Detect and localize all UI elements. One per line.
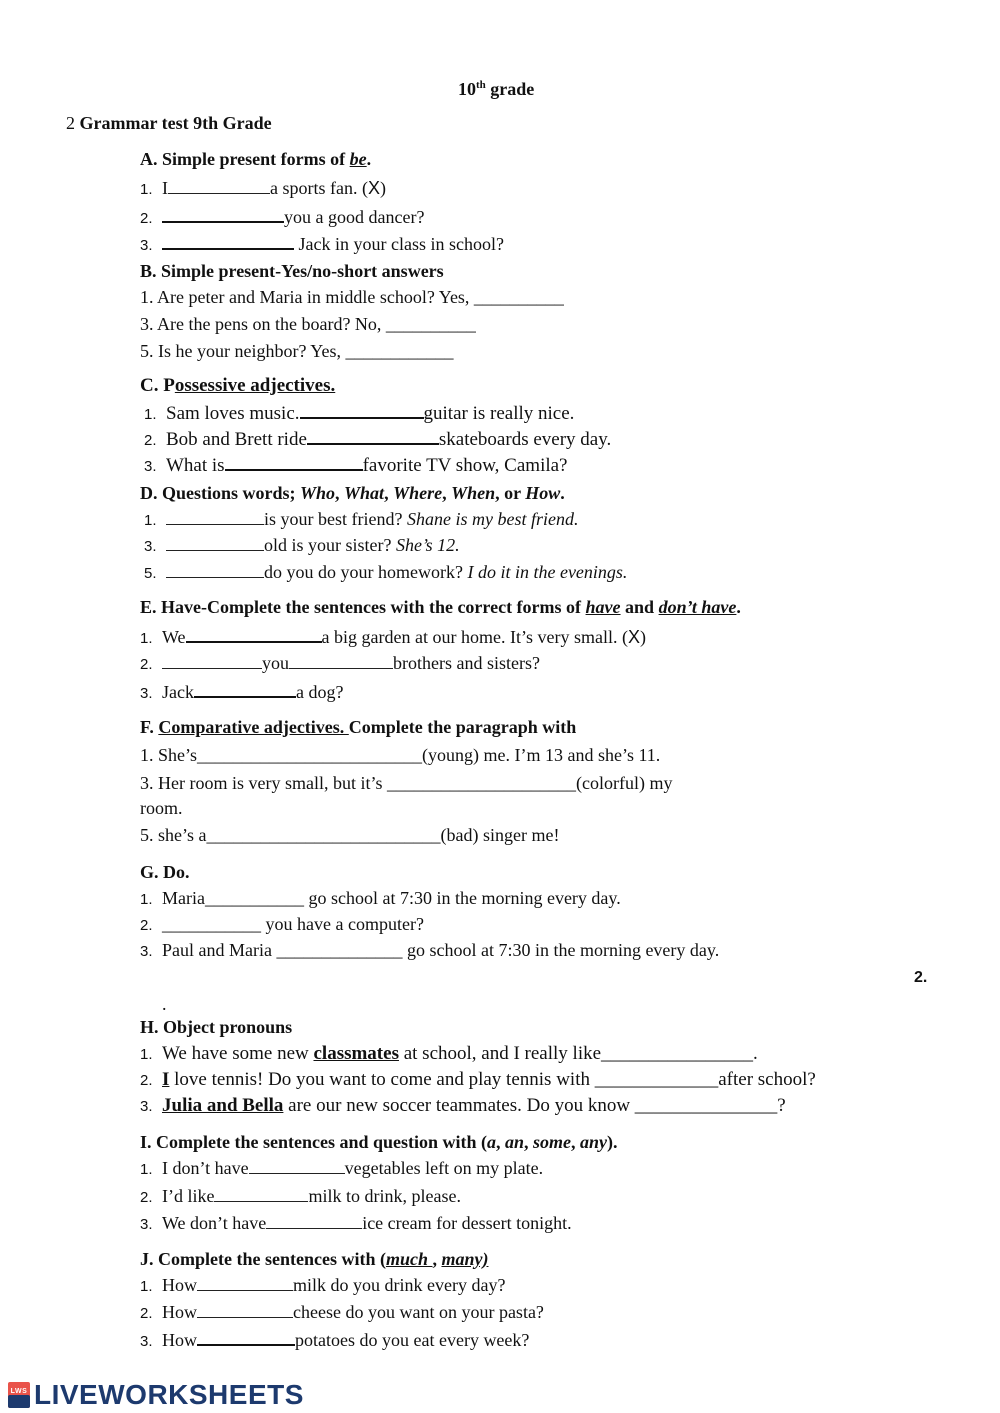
liveworksheets-logo[interactable] [8, 1378, 304, 1412]
answer-blank[interactable] [162, 232, 294, 250]
test-title: 2 Grammar test 9th Grade [66, 113, 272, 133]
answer-blank[interactable] [197, 1274, 293, 1291]
section-c-heading: C. Possessive adjectives. [140, 375, 336, 396]
answer-blank[interactable] [289, 652, 393, 669]
section-e-heading: E. Have-Complete the sentences with the correct forms of have and don’t have. [140, 597, 741, 617]
section-h-q2: 2. I love tennis! Do you want to come and play tennis with _____________after school? [140, 1069, 816, 1090]
answer-blank[interactable] [225, 453, 363, 471]
section-j-q2: 2. How cheese do you want on your pasta? [140, 1302, 544, 1322]
section-j-heading: J. Complete the sentences with (much , many) [140, 1249, 489, 1269]
section-d-q3: 3. old is your sister? She’s 12. [144, 535, 460, 555]
section-d-heading: D. Questions words; Who, What, Where, When, or How. [140, 483, 565, 503]
section-a-q1: 1. I a sports fan. (X) [140, 178, 386, 198]
section-f-heading: F. Comparative adjectives. Complete the paragraph with [140, 717, 577, 737]
answer-blank[interactable] [166, 534, 264, 551]
section-g-q1: 1. Maria___________ go school at 7:30 in the morning every day. [140, 888, 621, 908]
answer-blank[interactable] [194, 680, 296, 698]
section-i-heading: I. Complete the sentences and question with (a, an, some, any). [140, 1132, 618, 1152]
answer-blank[interactable] [162, 652, 262, 669]
section-f-q1: 1. She’s_________________________(young) me. I’m 13 and she’s 11. [140, 745, 661, 765]
section-c-q3: 3. What is favorite TV show, Camila? [144, 455, 568, 476]
section-h-q1: 1. We have some new classmates at school, and I really like________________. [140, 1043, 758, 1064]
section-g-q3: 3. Paul and Maria ______________ go school at 7:30 in the morning every day. [140, 940, 720, 960]
stray-dot: . [162, 994, 167, 1014]
section-d-q1: 1. is your best friend? Shane is my best friend. [144, 509, 579, 529]
section-c-q1: 1. Sam loves music. guitar is really nice. [144, 403, 575, 424]
section-f-q3-line2: room. [140, 798, 183, 818]
section-e-q2: 2. you brothers and sisters? [140, 653, 540, 673]
answer-blank[interactable] [186, 625, 322, 643]
section-a-q2: 2. you a good dancer? [140, 207, 425, 227]
answer-blank[interactable] [214, 1185, 308, 1202]
section-b-q1: 1. Are peter and Maria in middle school? Yes, __________ [140, 287, 564, 307]
section-c-q2: 2. Bob and Brett ride skateboards every day. [144, 429, 612, 450]
section-e-q3: 3. Jack a dog? [140, 682, 344, 702]
section-b-heading: B. Simple present-Yes/no-short answers [140, 261, 444, 281]
answer-blank[interactable] [197, 1301, 293, 1318]
page-number: 2. [914, 969, 928, 986]
section-d-q5: 5. do you do your homework? I do it in the evenings. [144, 562, 628, 582]
answer-blank[interactable] [197, 1328, 295, 1346]
section-h-q3: 3. Julia and Bella are our new soccer teammates. Do you know _______________? [140, 1095, 786, 1116]
answer-blank[interactable] [166, 508, 264, 525]
section-f-q5: 5. she’s a__________________________(bad) singer me! [140, 825, 560, 845]
section-f-q3-line1: 3. Her room is very small, but it’s _____________________(colorful) my [140, 773, 673, 793]
answer-blank[interactable] [266, 1212, 362, 1229]
answer-blank[interactable] [162, 205, 284, 223]
section-j-q3: 3. How potatoes do you eat every week? [140, 1330, 530, 1350]
section-a-heading: A. Simple present forms of be. [140, 149, 372, 169]
answer-blank[interactable] [249, 1157, 345, 1174]
liveworksheets-mark-icon [8, 1382, 30, 1408]
section-i-q1: 1. I don’t have vegetables left on my plate. [140, 1158, 544, 1178]
section-h-heading: H. Object pronouns [140, 1017, 293, 1037]
section-b-q3: 3. Are the pens on the board? No, __________ [140, 314, 476, 334]
logo-text: LIVEWORKSHEETS [34, 1379, 304, 1410]
section-a-q3: 3. Jack in your class in school? [140, 234, 504, 254]
answer-blank[interactable] [300, 401, 424, 419]
section-i-q3: 3. We don’t have ice cream for dessert tonight. [140, 1213, 572, 1233]
grade-heading: 10th grade [458, 79, 535, 99]
answer-blank[interactable] [307, 427, 439, 445]
section-b-q5: 5. Is he your neighbor? Yes, ____________ [140, 341, 454, 361]
section-i-q2: 2. I’d like milk to drink, please. [140, 1186, 461, 1206]
section-g-heading: G. Do. [140, 862, 190, 882]
section-e-q1: 1. We a big garden at our home. It’s very small. (X) [140, 627, 646, 647]
answer-blank[interactable] [166, 561, 264, 578]
section-j-q1: 1. How milk do you drink every day? [140, 1275, 506, 1295]
answer-blank[interactable] [168, 177, 270, 194]
section-g-q2: 2. ___________ you have a computer? [140, 914, 424, 934]
svg-text:LWS: LWS [10, 1388, 28, 1395]
